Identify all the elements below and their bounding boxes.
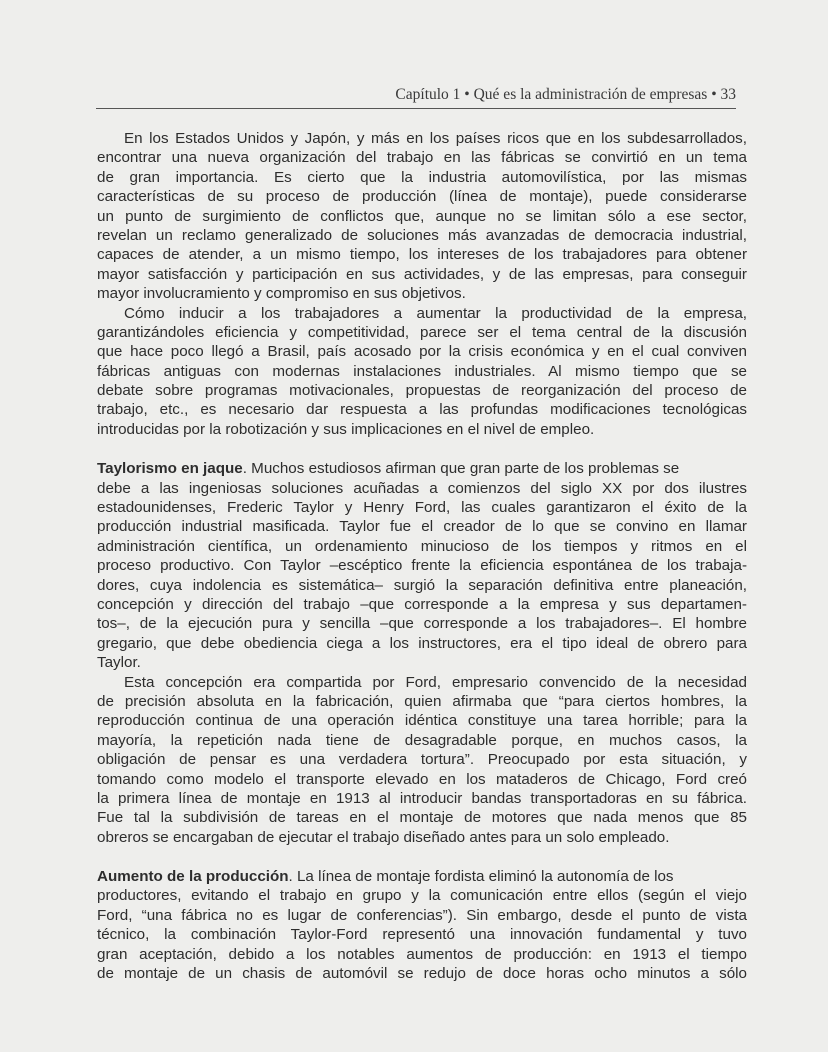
text-line: reproducción continua de una operación idéntica constituye una tarea horrible; para la: [97, 712, 747, 730]
text-line: de precisión absoluta en la fabricación, quien afirmaba que “para ciertos hombres, la: [97, 692, 747, 710]
text-line: En los Estados Unidos y Japón, y más en los países ricos que en los subdesarrollados,: [124, 130, 747, 147]
text-line: [97, 459, 747, 478]
text-line: Esta concepción era compartida por Ford, empresario convencido de la necesidad: [124, 673, 747, 691]
text-line: revelan un reclamo generalizado de soluciones más avanzadas de democracia industrial,: [97, 226, 747, 244]
text-line: producción industrial masificada. Taylor fue el creador de lo que se convino en llamar: [97, 518, 747, 536]
text-line: productores, evitando el trabajo en grupo y la comunicación entre ellos (según el viejo: [97, 887, 747, 905]
text-line: estadounidenses, Frederic Taylor y Henry Ford, las cuales garantizaron el éxito de la: [97, 499, 747, 517]
text-line: gran aceptación, debido a los notables aumentos de producción: en 1913 el tiempo: [97, 945, 747, 963]
text-run: . Muchos estudiosos afirman que gran parte de los problemas se: [242, 460, 680, 478]
text-line: capaces de atender, a un mismo tiempo, los intereses de los trabajadores para obtener: [97, 246, 747, 264]
text-run: . La línea de montaje fordista eliminó la autonomía de los: [288, 868, 674, 886]
text-line: administración científica, un ordenamiento minucioso de los tiempos y ritmos en el: [97, 537, 747, 555]
text-line: mayor involucramiento y compromiso en sus objetivos.: [97, 285, 466, 303]
text-line: [97, 867, 747, 886]
paragraph-intro: [97, 129, 747, 304]
text-line: debe a las ingeniosas soluciones acuñadas a comienzos del siglo XX por dos ilustres: [97, 479, 747, 497]
section-heading: Taylorismo en jaque: [97, 460, 243, 478]
text-line: gregario, que debe obediencia ciega a los instructores, era el tipo ideal de obrero para: [97, 634, 747, 652]
paragraph-ford: [97, 673, 747, 848]
text-line: tomando como modelo el transporte elevado en los mataderos de Chicago, Ford creó: [97, 770, 747, 788]
text-line: encontrar una nueva organización del trabajo en las fábricas se convirtió en un tema: [97, 149, 747, 167]
header-rule: [96, 108, 736, 109]
running-header: Capítulo 1 • Qué es la administración de empresas • 33: [395, 86, 736, 103]
text-line: mayoría, la repetición nada tiene de desagradable porque, en muchos casos, la: [97, 731, 747, 749]
text-line: la primera línea de montaje en 1913 al introducir bandas transportadoras en su fábrica.: [97, 789, 747, 807]
text-line: características de su proceso de producción (línea de montaje), puede considerarse: [97, 188, 747, 206]
text-line: trabajo, etc., es necesario dar respuesta a las profundas modificaciones tecnológicas: [97, 401, 747, 419]
text-line: debate sobre programas motivacionales, propuestas de reorganización del proceso de: [97, 382, 747, 400]
text-line: obreros se encargaban de ejecutar el trabajo diseñado antes para un solo empleado.: [97, 828, 670, 846]
text-line: Cómo inducir a los trabajadores a aumentar la productividad de la empresa,: [124, 304, 747, 322]
text-line: Taylor.: [97, 654, 141, 672]
text-line: concepción y dirección del trabajo –que corresponde a la empresa y sus departamen-: [97, 595, 747, 613]
text-line: proceso productivo. Con Taylor –escéptico frente la eficiencia espontánea de los trabaja-: [97, 557, 747, 575]
text-line: un punto de surgimiento de conflictos que, aunque no se limitan sólo a ese sector,: [97, 207, 747, 225]
section-aumento: [97, 867, 747, 983]
text-line: obligación de pensar es una verdadera tortura”. Preocupado por esta situación, y: [97, 751, 747, 769]
text-line: de montaje de un chasis de automóvil se redujo de doce horas ocho minutos a sólo: [97, 965, 747, 983]
text-line: Ford, “una fábrica no es lugar de conferencias”). Sin embargo, desde el punto de vista: [97, 906, 747, 924]
body-text: [97, 129, 747, 983]
text-line: tos–, de la ejecución pura y sencilla –que corresponde a los trabajadores–. El hombre: [97, 615, 747, 633]
text-line: dores, cuya indolencia es sistemática– surgió la separación definitiva entre planeación,: [97, 576, 747, 594]
section-heading: Aumento de la producción: [97, 868, 289, 886]
text-line: mayor satisfacción y participación en sus actividades, y de las empresas, para conseguir: [97, 265, 747, 283]
text-line: de gran importancia. Es cierto que la industria automovilística, por las mismas: [97, 168, 747, 186]
text-line: técnico, la combinación Taylor-Ford representó una innovación fundamental y tuvo: [97, 926, 747, 944]
text-line: fábricas antiguas con modernas instalaciones industriales. Al mismo tiempo que se: [97, 362, 747, 380]
section-taylorismo: [97, 459, 747, 672]
text-line: introducidas por la robotización y sus implicaciones en el nivel de empleo.: [97, 420, 595, 438]
text-line: garantizándoles eficiencia y competitividad, parece ser el tema central de la discusión: [97, 323, 747, 341]
text-line: que hace poco llegó a Brasil, país acosado por la crisis económica y en el cual conviven: [97, 343, 747, 361]
text-line: Fue tal la subdivisión de tareas en el montaje de motores que nada menos que 85: [97, 809, 747, 827]
paragraph-productivity: [97, 304, 747, 440]
